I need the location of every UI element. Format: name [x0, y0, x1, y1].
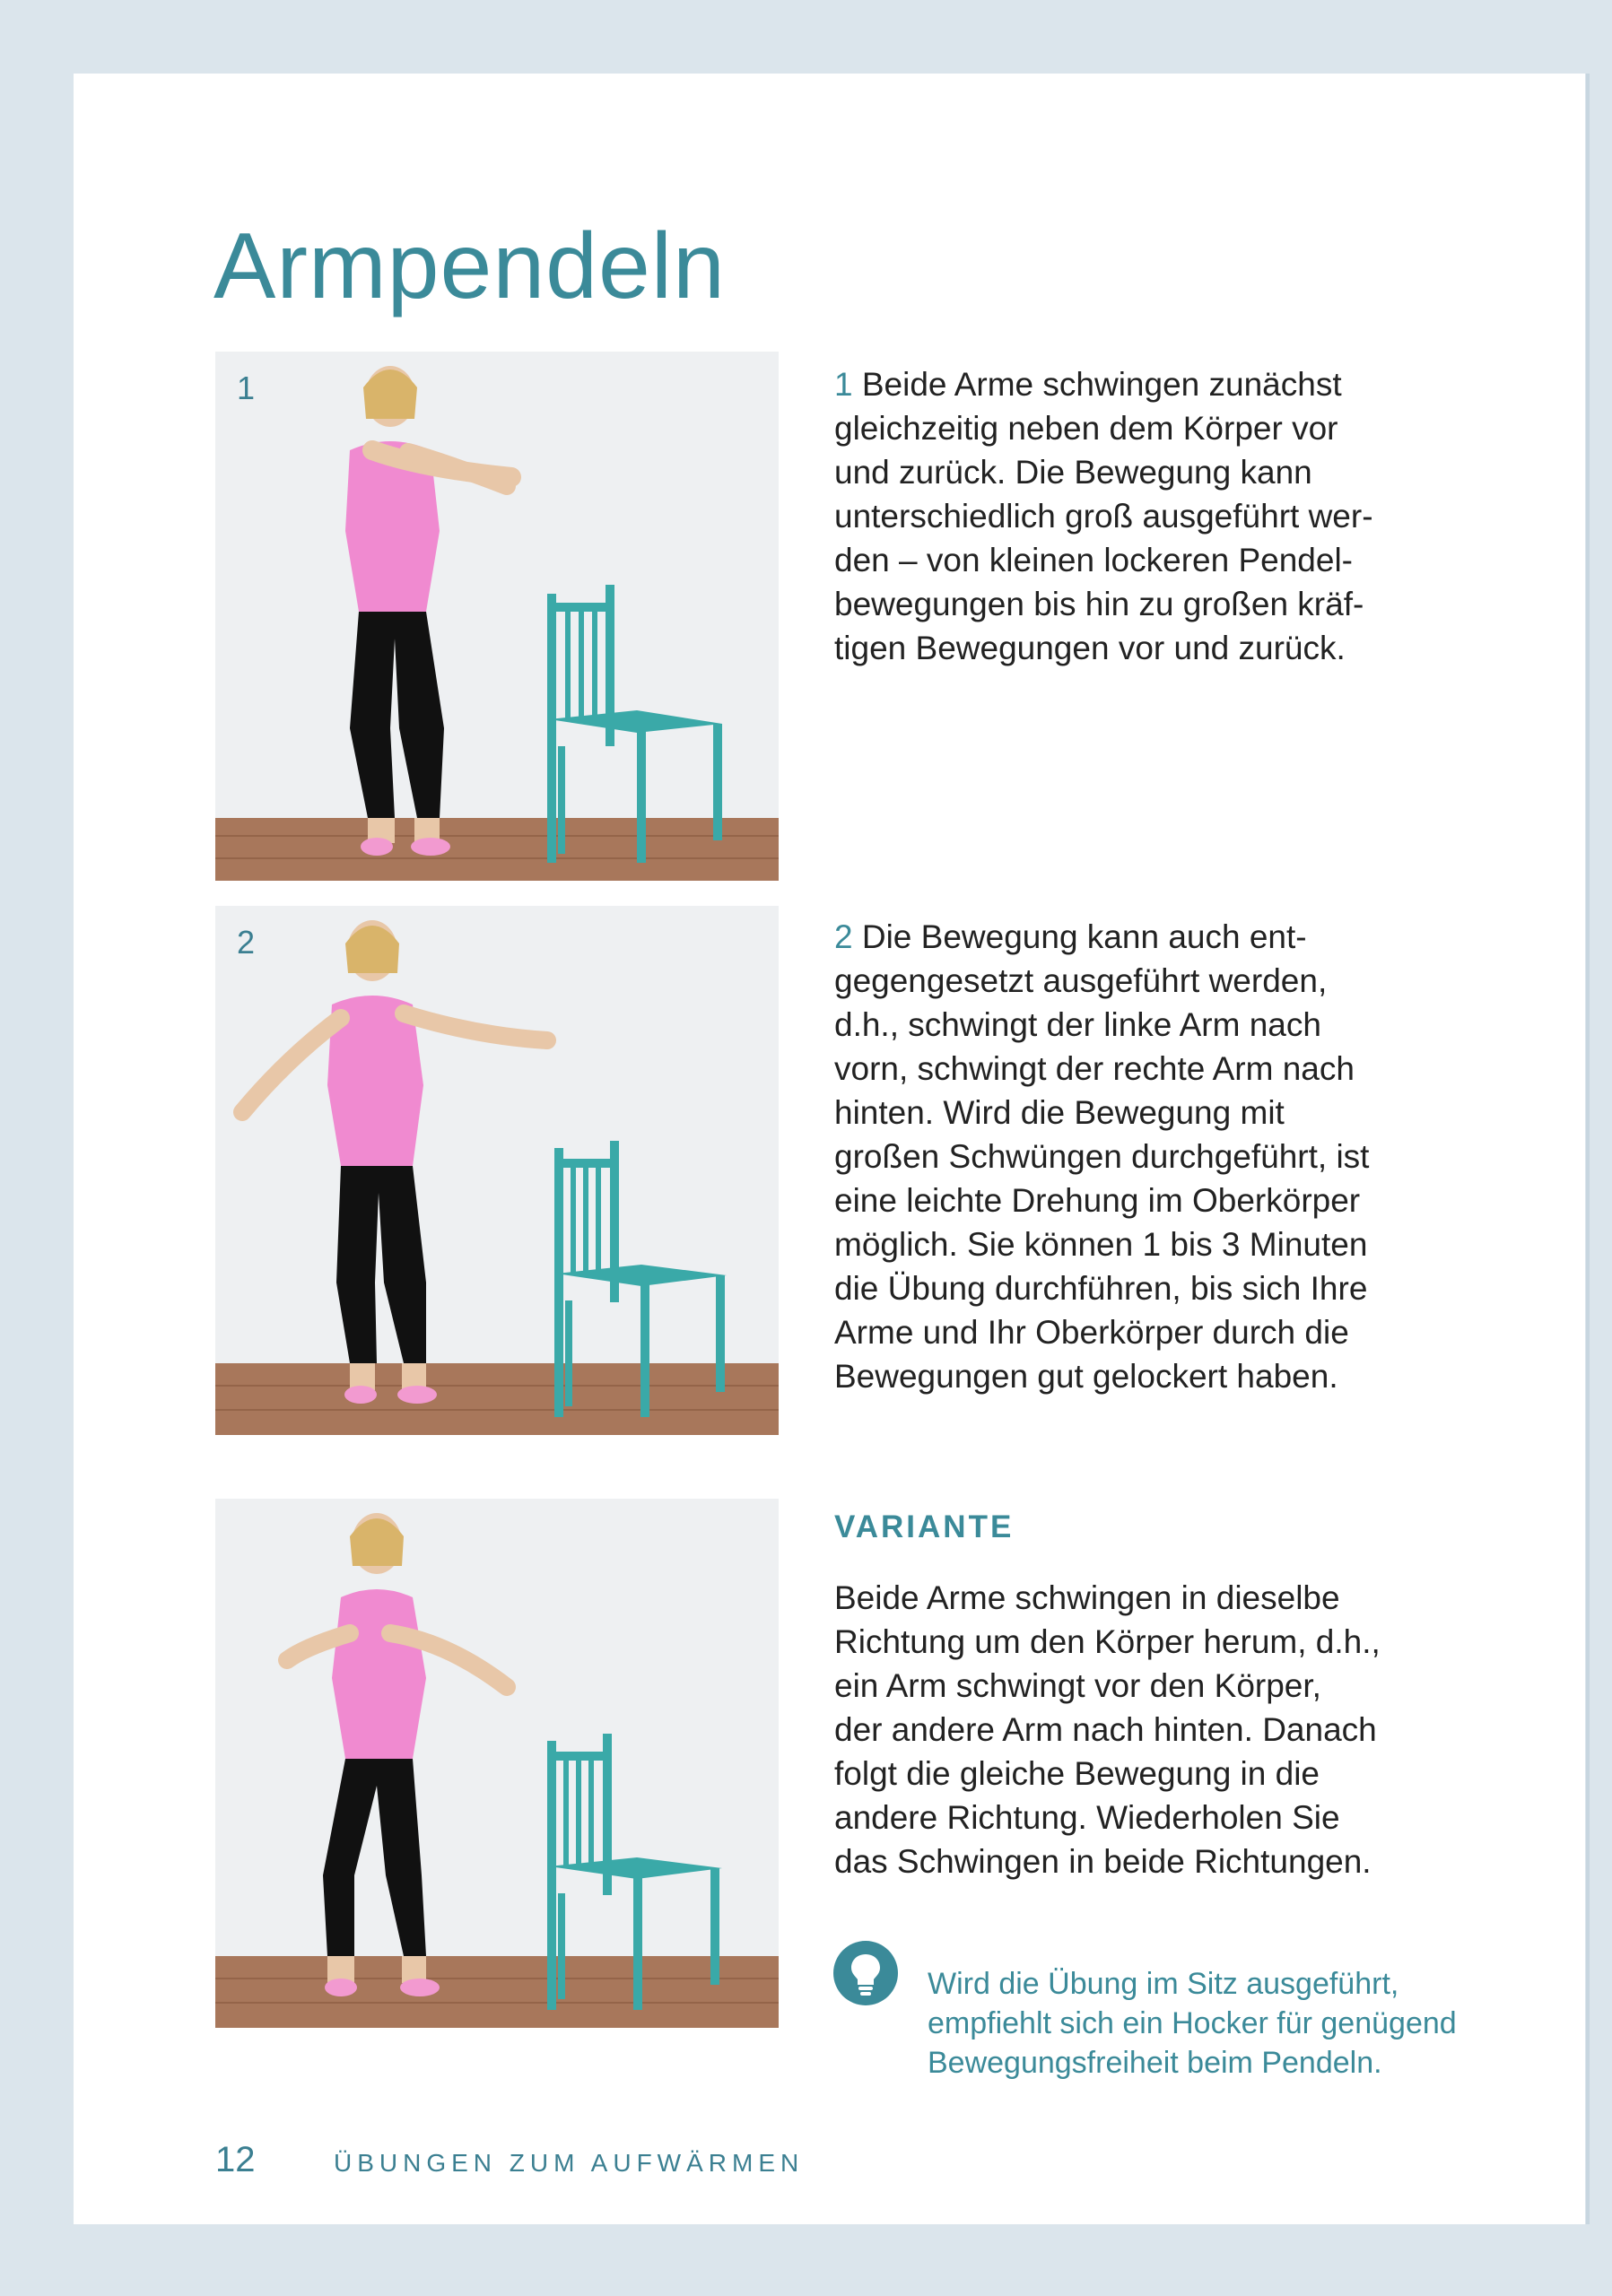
lightbulb-icon — [832, 1940, 899, 2006]
tip-line: Wird die Übung im Sitz ausgeführt, — [928, 1967, 1399, 2001]
step-2-line: hinten. Wird die Bewegung mit — [834, 1094, 1285, 1131]
step-1-line: gleichzeitig neben dem Körper vor — [834, 410, 1338, 447]
variant-line: folgt die gleiche Bewegung in die — [834, 1755, 1320, 1792]
variant-line: Beide Arme schwingen in dieselbe — [834, 1579, 1340, 1616]
variant-heading: VARIANTE — [834, 1509, 1015, 1544]
step-1-line: unterschiedlich groß ausgeführt wer- — [834, 498, 1373, 535]
step-2-line: Arme und Ihr Oberkörper durch die — [834, 1314, 1349, 1351]
step-1-line: den – von kleinen lockeren Pendel- — [834, 542, 1353, 578]
step-2-line: vorn, schwingt der rechte Arm nach — [834, 1050, 1355, 1087]
section-title: ÜBUNGEN ZUM AUFWÄRMEN — [334, 2149, 805, 2177]
step-2-line: gegengesetzt ausgeführt werden, — [834, 962, 1328, 999]
step-1-number: 1 — [834, 366, 853, 403]
step-2-line: großen Schwüngen durchgeführt, ist — [834, 1138, 1370, 1175]
step-2-line: d.h., schwingt der linke Arm nach — [834, 1006, 1321, 1043]
photo-2-number: 2 — [237, 924, 256, 961]
step-2-line: eine leichte Drehung im Oberkörper — [834, 1182, 1361, 1219]
exercise-photo-2 — [215, 906, 779, 1435]
step-2-line: 2 Die Bewegung kann auch ent- — [834, 918, 1307, 955]
exercise-photo-3 — [215, 1499, 779, 2028]
photo-1-illustration — [215, 352, 779, 881]
variant-line: der andere Arm nach hinten. Danach — [834, 1711, 1377, 1748]
step-2-number: 2 — [834, 918, 853, 955]
exercise-photo-1 — [215, 352, 779, 881]
step-2-line: möglich. Sie können 1 bis 3 Minuten — [834, 1226, 1368, 1263]
tip-line: empfiehlt sich ein Hocker für genügend — [928, 2006, 1457, 2040]
step-2-line: Bewegungen gut gelockert haben. — [834, 1358, 1338, 1395]
page-edge-divider — [1586, 74, 1590, 2224]
variant-line: das Schwingen in beide Richtungen. — [834, 1843, 1372, 1880]
tip-text — [928, 1964, 1538, 2083]
photo-3-illustration — [215, 1499, 779, 2028]
step-1-line: und zurück. Die Bewegung kann — [834, 454, 1312, 491]
step-1-text — [834, 362, 1480, 670]
variant-line: ein Arm schwingt vor den Körper, — [834, 1667, 1321, 1704]
variant-text — [834, 1576, 1480, 1883]
page-number: 12 — [215, 2140, 256, 2179]
variant-line: Richtung um den Körper herum, d.h., — [834, 1623, 1381, 1660]
photo-1-number: 1 — [237, 370, 256, 406]
step-1-line: 1 Beide Arme schwingen zunächst — [834, 366, 1342, 403]
tip-line: Bewegungsfreiheit beim Pendeln. — [928, 2046, 1382, 2080]
step-1-line: tigen Bewegungen vor und zurück. — [834, 630, 1346, 666]
page-title: Armpendeln — [213, 213, 726, 318]
step-2-line: die Übung durchführen, bis sich Ihre — [834, 1270, 1368, 1307]
variant-line: andere Richtung. Wiederholen Sie — [834, 1799, 1340, 1836]
step-2-text — [834, 915, 1480, 1398]
step-1-line: bewegungen bis hin zu großen kräf- — [834, 586, 1364, 622]
photo-2-illustration — [215, 906, 779, 1435]
